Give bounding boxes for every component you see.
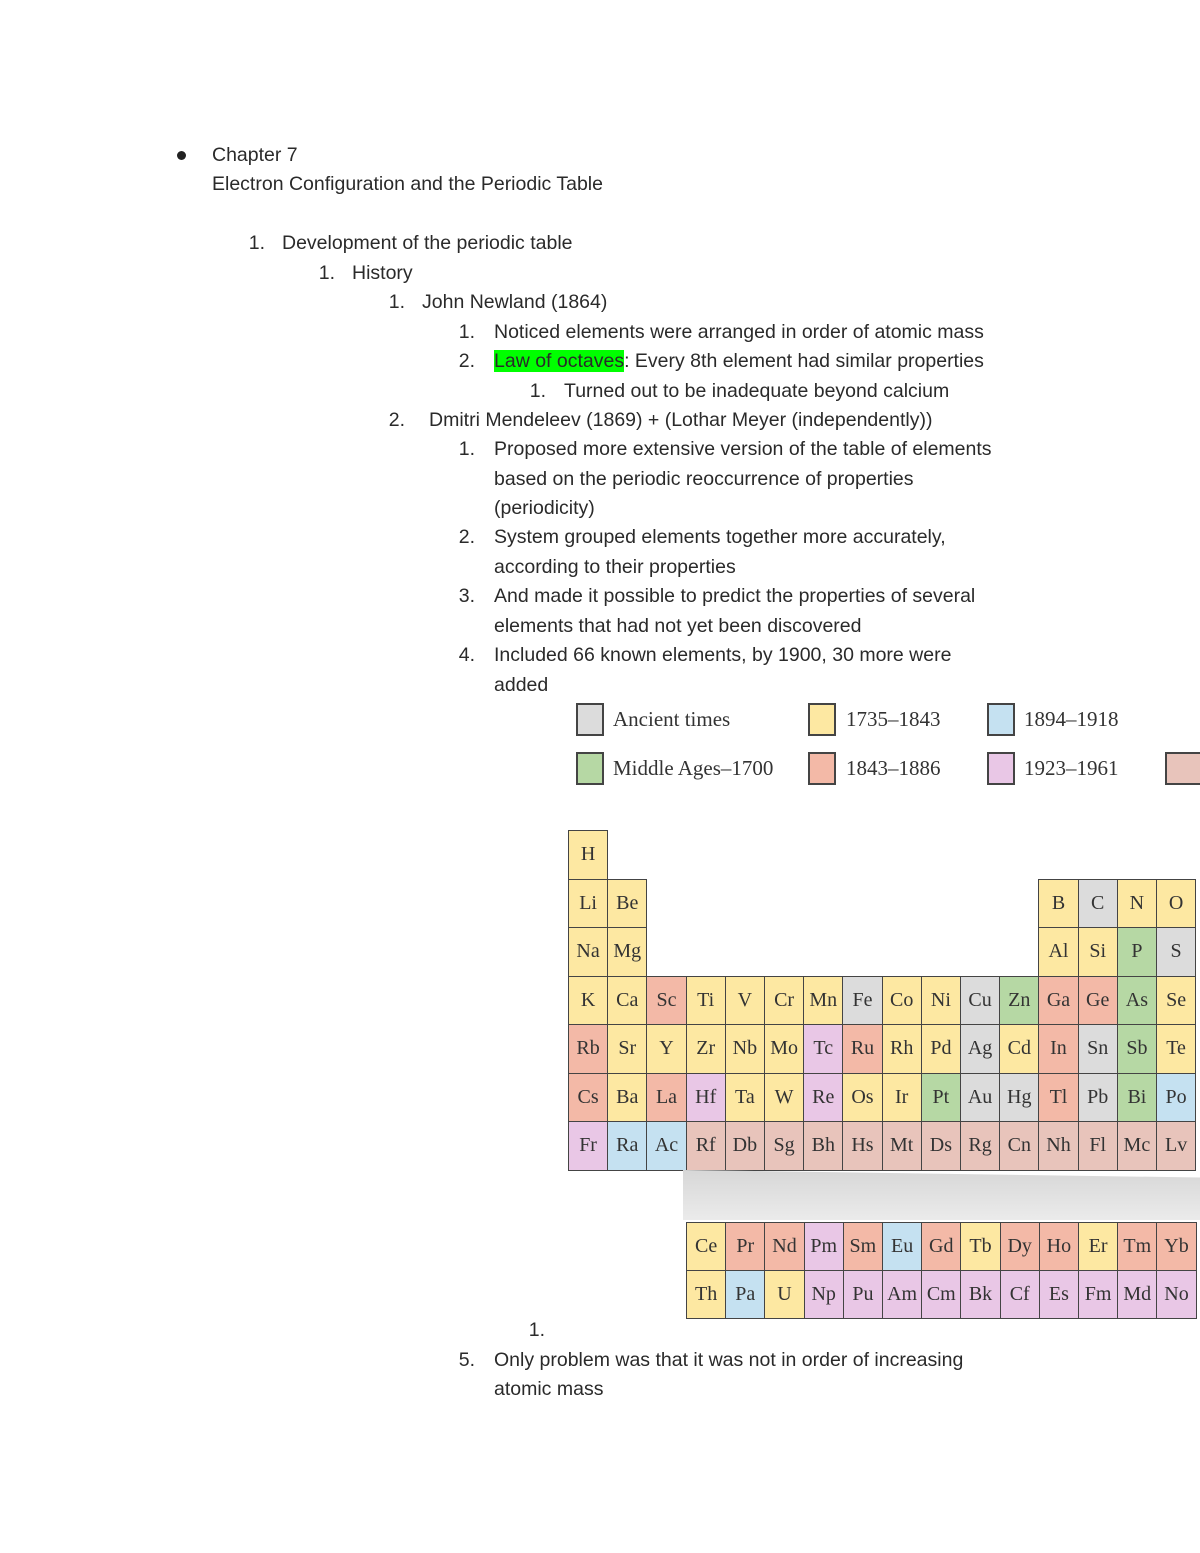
lanthanide-cell: Tb (960, 1222, 1000, 1271)
list-item-line: And made it possible to predict the properties of several (494, 585, 976, 607)
element-cell: Ir (882, 1073, 922, 1123)
actinide-cell: Cm (921, 1270, 961, 1319)
element-cell: Cu (960, 976, 1000, 1026)
element-cell: Si (1078, 927, 1118, 977)
element-cell: Os (842, 1073, 882, 1123)
element-cell: Lv (1156, 1121, 1196, 1171)
element-cell: Pt (921, 1073, 961, 1123)
legend-swatch (576, 752, 604, 785)
legend-swatch (808, 752, 836, 785)
element-cell: Y (646, 1024, 686, 1074)
actinide-cell: Md (1117, 1270, 1157, 1319)
element-cell: Hg (999, 1073, 1039, 1123)
list-item: Development of the periodic table (282, 232, 573, 254)
element-cell: Ga (1038, 976, 1078, 1026)
legend-label: Ancient times (613, 707, 731, 731)
element-cell: Na (568, 927, 608, 977)
legend-label: 1843–1886 (846, 756, 941, 780)
element-cell: P (1117, 927, 1157, 977)
legend-swatch (1165, 752, 1200, 785)
list-number: 1. (458, 438, 475, 460)
element-cell: Tl (1038, 1073, 1078, 1123)
list-item-rest: : Every 8th element had similar properties (624, 350, 984, 372)
element-cell: Al (1038, 927, 1078, 977)
list-number: 2. (388, 409, 405, 431)
element-cell: K (568, 976, 608, 1026)
element-cell: V (725, 976, 765, 1026)
list-item: Noticed elements were arranged in order of atomic mass (494, 321, 984, 343)
element-cell: Au (960, 1073, 1000, 1123)
list-number: 2. (458, 350, 475, 372)
list-item-line: Only problem was that it was not in order of increasing (494, 1349, 964, 1371)
list-number: 1. (248, 232, 265, 254)
element-cell: Tc (803, 1024, 843, 1074)
element-cell: Fl (1078, 1121, 1118, 1171)
element-cell: Mo (764, 1024, 804, 1074)
element-cell: Fr (568, 1121, 608, 1171)
element-cell: As (1117, 976, 1157, 1026)
list-item-line: Included 66 known elements, by 1900, 30 more were (494, 644, 952, 666)
list-item-line: System grouped elements together more accurately, (494, 526, 946, 548)
actinide-cell: Pu (843, 1270, 883, 1319)
list-item-line: elements that had not yet been discovered (494, 615, 862, 637)
actinide-cell: Th (686, 1270, 726, 1319)
element-cell: Ac (646, 1121, 686, 1171)
element-cell: Ge (1078, 976, 1118, 1026)
actinide-cell: Fm (1078, 1270, 1118, 1319)
element-cell: H (568, 830, 608, 880)
list-item-line: atomic mass (494, 1378, 604, 1400)
element-cell: Nb (725, 1024, 765, 1074)
element-cell: Bh (803, 1121, 843, 1171)
element-cell: Rf (686, 1121, 726, 1171)
element-cell: Se (1156, 976, 1196, 1026)
element-cell: Hf (686, 1073, 726, 1123)
element-cell: Sc (646, 976, 686, 1026)
list-item-line: according to their properties (494, 556, 736, 578)
element-cell: Db (725, 1121, 765, 1171)
element-cell: Sb (1117, 1024, 1157, 1074)
element-cell: Ru (842, 1024, 882, 1074)
actinide-cell: Bk (960, 1270, 1000, 1319)
element-cell: Ag (960, 1024, 1000, 1074)
actinide-cell: No (1156, 1270, 1196, 1319)
element-cell: La (646, 1073, 686, 1123)
chapter-subtitle: Electron Configuration and the Periodic Table (212, 173, 603, 195)
element-cell: C (1078, 879, 1118, 929)
legend-swatch (987, 703, 1015, 736)
list-number: 1. (529, 380, 546, 402)
list-number: 5. (458, 1349, 475, 1371)
element-cell: Li (568, 879, 608, 929)
legend-label: 1923–1961 (1024, 756, 1119, 780)
element-cell: B (1038, 879, 1078, 929)
legend-label: 1735–1843 (846, 707, 941, 731)
actinide-cell: U (764, 1270, 804, 1319)
element-cell: Nh (1038, 1121, 1078, 1171)
element-cell: Ni (921, 976, 961, 1026)
element-cell: O (1156, 879, 1196, 929)
lanthanide-cell: Gd (921, 1222, 961, 1271)
element-cell: S (1156, 927, 1196, 977)
actinide-cell: Cf (1000, 1270, 1040, 1319)
element-cell: Pb (1078, 1073, 1118, 1123)
element-cell: W (764, 1073, 804, 1123)
element-cell: Ba (607, 1073, 647, 1123)
element-cell: Mn (803, 976, 843, 1026)
list-item-line: Proposed more extensive version of the table of elements (494, 438, 992, 460)
element-cell: N (1117, 879, 1157, 929)
list-item (494, 349, 984, 373)
lanthanide-connector (683, 1170, 1200, 1220)
list-item-line: added (494, 674, 549, 696)
list-number: 2. (458, 526, 475, 548)
element-cell: Cs (568, 1073, 608, 1123)
element-cell: Cn (999, 1121, 1039, 1171)
element-cell: Po (1156, 1073, 1196, 1123)
legend-label: 1894–1918 (1024, 707, 1119, 731)
actinide-cell: Am (882, 1270, 922, 1319)
lanthanide-cell: Yb (1156, 1222, 1196, 1271)
legend-swatch (576, 703, 604, 736)
element-cell: Bi (1117, 1073, 1157, 1123)
lanthanide-cell: Nd (764, 1222, 804, 1271)
list-item-line: (periodicity) (494, 497, 595, 519)
element-cell: Mc (1117, 1121, 1157, 1171)
list-item: John Newland (1864) (422, 291, 608, 313)
element-cell: Re (803, 1073, 843, 1123)
list-item: Dmitri Mendeleev (1869) + (Lothar Meyer (independently)) (429, 409, 933, 431)
element-cell: Ti (686, 976, 726, 1026)
actinide-cell: Es (1039, 1270, 1079, 1319)
element-cell: Mt (882, 1121, 922, 1171)
lanthanide-cell: Er (1078, 1222, 1118, 1271)
lanthanide-cell: Tm (1117, 1222, 1157, 1271)
actinide-cell: Pa (725, 1270, 765, 1319)
lanthanide-cell: Dy (1000, 1222, 1040, 1271)
highlighted-term: Law of octaves (494, 350, 625, 372)
element-cell: Sg (764, 1121, 804, 1171)
list-number: 1. (318, 262, 335, 284)
element-cell: Cd (999, 1024, 1039, 1074)
bullet-dot (177, 151, 186, 160)
lanthanide-cell: Eu (882, 1222, 922, 1271)
element-cell: In (1038, 1024, 1078, 1074)
element-cell: Sr (607, 1024, 647, 1074)
list-number: 1. (528, 1319, 545, 1341)
legend-swatch (808, 703, 836, 736)
element-cell: Fe (842, 976, 882, 1026)
element-cell: Ra (607, 1121, 647, 1171)
legend-swatch (987, 752, 1015, 785)
element-cell: Rh (882, 1024, 922, 1074)
list-item: Turned out to be inadequate beyond calcium (564, 380, 950, 402)
element-cell: Rg (960, 1121, 1000, 1171)
list-number: 4. (458, 644, 475, 666)
element-cell: Ta (725, 1073, 765, 1123)
element-cell: Zr (686, 1024, 726, 1074)
element-cell: Ca (607, 976, 647, 1026)
element-cell: Cr (764, 976, 804, 1026)
list-number: 3. (458, 585, 475, 607)
element-cell: Te (1156, 1024, 1196, 1074)
list-number: 1. (458, 321, 475, 343)
lanthanide-cell: Ho (1039, 1222, 1079, 1271)
element-cell: Rb (568, 1024, 608, 1074)
lanthanide-cell: Pr (725, 1222, 765, 1271)
legend-label: Middle Ages–1700 (613, 756, 774, 780)
lanthanide-cell: Sm (843, 1222, 883, 1271)
actinide-cell: Np (804, 1270, 844, 1319)
chapter-title: Chapter 7 (212, 144, 298, 166)
lanthanide-cell: Pm (804, 1222, 844, 1271)
lanthanide-cell: Ce (686, 1222, 726, 1271)
list-item: History (352, 262, 413, 284)
list-item-line: based on the periodic reoccurrence of properties (494, 468, 914, 490)
element-cell: Pd (921, 1024, 961, 1074)
element-cell: Hs (842, 1121, 882, 1171)
element-cell: Be (607, 879, 647, 929)
element-cell: Ds (921, 1121, 961, 1171)
element-cell: Sn (1078, 1024, 1118, 1074)
element-cell: Zn (999, 976, 1039, 1026)
element-cell: Co (882, 976, 922, 1026)
list-number: 1. (388, 291, 405, 313)
element-cell: Mg (607, 927, 647, 977)
